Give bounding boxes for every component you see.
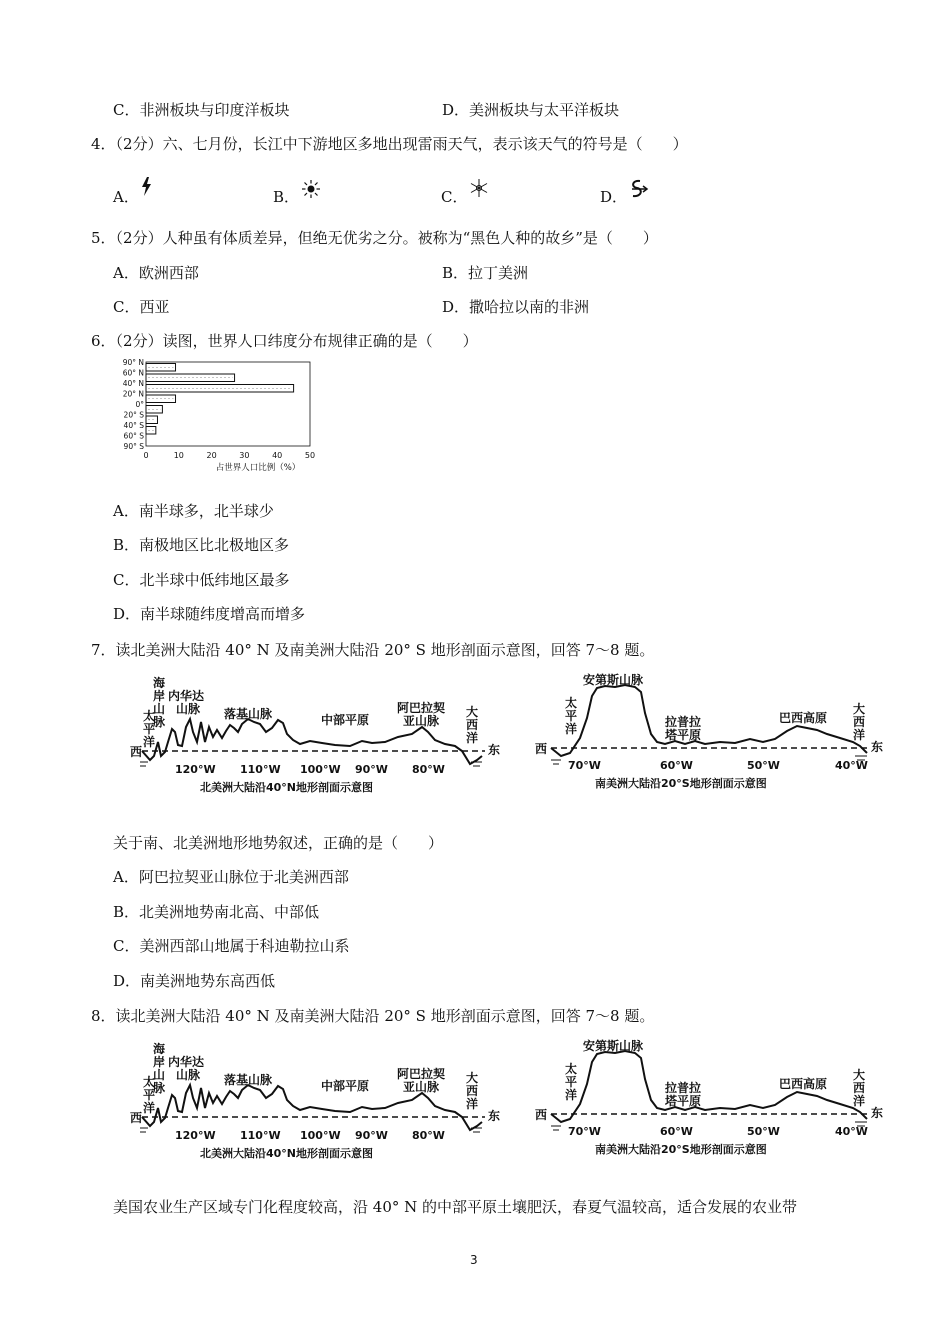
brazil-plateau-label: 巴西高原 xyxy=(779,711,828,725)
brazil-plateau-label: 巴西高原 xyxy=(779,1077,828,1091)
q7-option-b: B．北美洲地势南北高、中部低 xyxy=(113,903,320,921)
coast-range-label-3: 山 xyxy=(153,1068,166,1082)
q7-stem: 7．读北美洲大陆沿 40° N 及南美洲大陆沿 20° S 地形剖面示意图，回答 7～8 题。 xyxy=(91,641,655,659)
coast-range-label-2: 岸 xyxy=(153,689,166,703)
x-tick-label-2: 20 xyxy=(206,451,217,460)
tick-120w: 120°W xyxy=(175,1129,216,1142)
central-plains-label: 中部平原 xyxy=(321,713,370,727)
snowflake-icon xyxy=(469,178,489,198)
pacific-label-1: 太 xyxy=(143,709,156,723)
coast-range-label-4: 脉 xyxy=(153,715,166,729)
atlantic-label-3: 洋 xyxy=(466,1097,479,1111)
q4-option-c: C． xyxy=(441,188,468,206)
atlantic-label-1: 大 xyxy=(466,1071,479,1085)
sierra-nevada-label: 内华达 xyxy=(168,1055,205,1069)
bar-6 xyxy=(146,427,156,435)
coast-range-label-2: 岸 xyxy=(153,1055,166,1069)
lightning-icon xyxy=(138,176,154,198)
tick-100w: 100°W xyxy=(300,763,341,776)
west-label: 西 xyxy=(130,745,143,759)
y-tick-label-7: 60° S xyxy=(123,431,144,441)
q5-option-d: D．撒哈拉以南的非洲 xyxy=(442,298,590,316)
q8-stem: 8．读北美洲大陆沿 40° N 及南美洲大陆沿 20° S 地形剖面示意图，回答 7～8 题。 xyxy=(91,1007,655,1025)
pacific-label-3: 洋 xyxy=(565,1088,578,1102)
tick-80w: 80°W xyxy=(412,763,445,776)
sierra-nevada-label-2: 山脉 xyxy=(176,1068,201,1082)
coast-range-label-4: 脉 xyxy=(153,1081,166,1095)
atlantic-label-3: 洋 xyxy=(853,728,866,742)
east-label: 东 xyxy=(871,1106,884,1120)
x-tick-label-1: 10 xyxy=(173,451,184,460)
x-tick-label-0: 0 xyxy=(143,451,149,460)
y-tick-label-1: 60° N xyxy=(122,368,144,378)
tick-70w: 70°W xyxy=(568,759,601,772)
atlantic-label-3: 洋 xyxy=(466,731,479,745)
pacific-label-3: 洋 xyxy=(143,1101,156,1115)
atlantic-label-3: 洋 xyxy=(853,1094,866,1108)
pacific-label-3: 洋 xyxy=(565,722,578,736)
atlantic-label-2: 西 xyxy=(466,718,479,732)
andes-label: 安第斯山脉 xyxy=(583,673,644,687)
laplata-label-1: 拉普拉 xyxy=(665,1081,702,1095)
central-plains-label: 中部平原 xyxy=(321,1079,370,1093)
y-tick-label-0: 90° N xyxy=(122,358,144,367)
south-america-profile-diagram-2 xyxy=(535,1034,895,1162)
north-america-profile-diagram xyxy=(130,672,500,800)
coast-range-label-1: 海 xyxy=(153,676,166,690)
q4-stem: 4．（2分）六、七月份，长江中下游地区多地出现雷雨天气，表示该天气的符号是（ ） xyxy=(91,135,688,153)
tick-60w: 60°W xyxy=(660,759,693,772)
pacific-label-2: 平 xyxy=(565,1075,578,1089)
q8-text: 美国农业生产区域专门化程度较高，沿 40° N 的中部平原土壤肥沃，春夏气温较高，适合发展的农业带 xyxy=(113,1198,798,1216)
x-tick-label-5: 50 xyxy=(304,451,316,460)
typhoon-icon xyxy=(627,178,651,200)
appalachian-label-1: 阿巴拉契 xyxy=(397,1067,446,1081)
profile-caption: 北美洲大陆沿40°N地形剖面示意图 xyxy=(200,781,374,794)
north-america-profile-diagram-2 xyxy=(130,1038,500,1166)
tick-80w: 80°W xyxy=(412,1129,445,1142)
appalachian-label-2: 亚山脉 xyxy=(403,714,440,728)
q6-option-a: A．南半球多，北半球少 xyxy=(113,502,274,520)
q5-option-b: B．拉丁美洲 xyxy=(442,264,529,282)
q3-option-c: C．非洲板块与印度洋板块 xyxy=(113,101,290,119)
pacific-label-1: 太 xyxy=(143,1075,156,1089)
tick-40w: 40°W xyxy=(835,1125,868,1138)
west-label: 西 xyxy=(535,742,548,756)
appalachian-label-2: 亚山脉 xyxy=(403,1080,440,1094)
tick-60w: 60°W xyxy=(660,1125,693,1138)
y-tick-label-5: 20° S xyxy=(123,410,144,420)
atlantic-label-2: 西 xyxy=(853,1081,866,1095)
sierra-nevada-label: 内华达 xyxy=(168,689,205,703)
andes-label: 安第斯山脉 xyxy=(583,1039,644,1053)
sierra-nevada-label-2: 山脉 xyxy=(176,702,201,716)
y-tick-label-2: 40° N xyxy=(122,379,144,388)
tick-40w: 40°W xyxy=(835,759,868,772)
x-tick-label-3: 30 xyxy=(239,451,250,460)
tick-110w: 110°W xyxy=(240,763,281,776)
q7-question: 关于南、北美洲地形地势叙述，正确的是（ ） xyxy=(113,834,444,852)
tick-90w: 90°W xyxy=(355,763,388,776)
pacific-label-2: 平 xyxy=(143,1088,156,1102)
west-label: 西 xyxy=(130,1111,143,1125)
pacific-label-2: 平 xyxy=(143,722,156,736)
east-label: 东 xyxy=(871,740,884,754)
y-tick-label-3: 20° N xyxy=(122,389,144,399)
sun-icon xyxy=(302,180,320,198)
atlantic-label-2: 西 xyxy=(466,1084,479,1098)
tick-120w: 120°W xyxy=(175,763,216,776)
bar-5 xyxy=(146,416,157,424)
atlantic-label-2: 西 xyxy=(853,715,866,729)
x-tick-label-4: 40 xyxy=(272,451,283,460)
population-latitude-chart xyxy=(110,358,390,478)
south-america-profile-diagram xyxy=(535,668,895,796)
q4-option-d: D． xyxy=(600,188,628,206)
q5-option-a: A．欧洲西部 xyxy=(113,264,199,282)
appalachian-label-1: 阿巴拉契 xyxy=(397,701,446,715)
tick-90w: 90°W xyxy=(355,1129,388,1142)
laplata-label-2: 塔平原 xyxy=(665,1094,702,1108)
pacific-label-1: 太 xyxy=(565,696,578,710)
profile-caption: 南美洲大陆沿20°S地形剖面示意图 xyxy=(595,777,767,790)
profile-caption: 南美洲大陆沿20°S地形剖面示意图 xyxy=(595,1143,767,1156)
coast-range-label-3: 山 xyxy=(153,702,166,716)
q5-option-c: C．西亚 xyxy=(113,298,170,316)
y-tick-label-8: 90° S xyxy=(123,442,144,451)
page-number: 3 xyxy=(470,1253,478,1267)
y-tick-label-6: 40° S xyxy=(123,421,144,430)
q3-option-d: D．美洲板块与太平洋板块 xyxy=(442,101,620,119)
q6-option-b: B．南极地区比北极地区多 xyxy=(113,536,290,554)
q6-option-c: C．北半球中低纬地区最多 xyxy=(113,571,290,589)
east-label: 东 xyxy=(488,743,501,757)
atlantic-label-1: 大 xyxy=(853,702,866,716)
east-label: 东 xyxy=(488,1109,501,1123)
laplata-label-2: 塔平原 xyxy=(665,728,702,742)
rocky-mountains-label: 落基山脉 xyxy=(224,707,273,721)
tick-100w: 100°W xyxy=(300,1129,341,1142)
tick-50w: 50°W xyxy=(747,1125,780,1138)
x-axis-label: 占世界人口比例（%） xyxy=(215,463,301,473)
q6-option-d: D．南半球随纬度增高而增多 xyxy=(113,605,306,623)
atlantic-label-1: 大 xyxy=(466,705,479,719)
pacific-label-1: 太 xyxy=(565,1062,578,1076)
coast-range-label-1: 海 xyxy=(153,1042,166,1056)
profile-caption: 北美洲大陆沿40°N地形剖面示意图 xyxy=(200,1147,374,1160)
west-label: 西 xyxy=(535,1108,548,1122)
q4-option-a: A． xyxy=(113,188,139,206)
pacific-label-2: 平 xyxy=(565,709,578,723)
q4-option-b: B． xyxy=(273,188,300,206)
laplata-label-1: 拉普拉 xyxy=(665,715,702,729)
q7-option-c: C．美洲西部山地属于科迪勒拉山系 xyxy=(113,937,350,955)
q5-stem: 5．（2分）人种虽有体质差异，但绝无优劣之分。被称为“黑色人种的故乡”是（ ） xyxy=(91,229,658,247)
q7-option-d: D．南美洲地势东高西低 xyxy=(113,972,276,990)
tick-50w: 50°W xyxy=(747,759,780,772)
pacific-label-3: 洋 xyxy=(143,735,156,749)
rocky-mountains-label: 落基山脉 xyxy=(224,1073,273,1087)
atlantic-label-1: 大 xyxy=(853,1068,866,1082)
tick-70w: 70°W xyxy=(568,1125,601,1138)
q6-stem: 6．（2分）读图，世界人口纬度分布规律正确的是（ ） xyxy=(91,332,478,350)
y-tick-label-4: 0° xyxy=(135,400,144,409)
q7-option-a: A．阿巴拉契亚山脉位于北美洲西部 xyxy=(113,868,349,886)
tick-110w: 110°W xyxy=(240,1129,281,1142)
